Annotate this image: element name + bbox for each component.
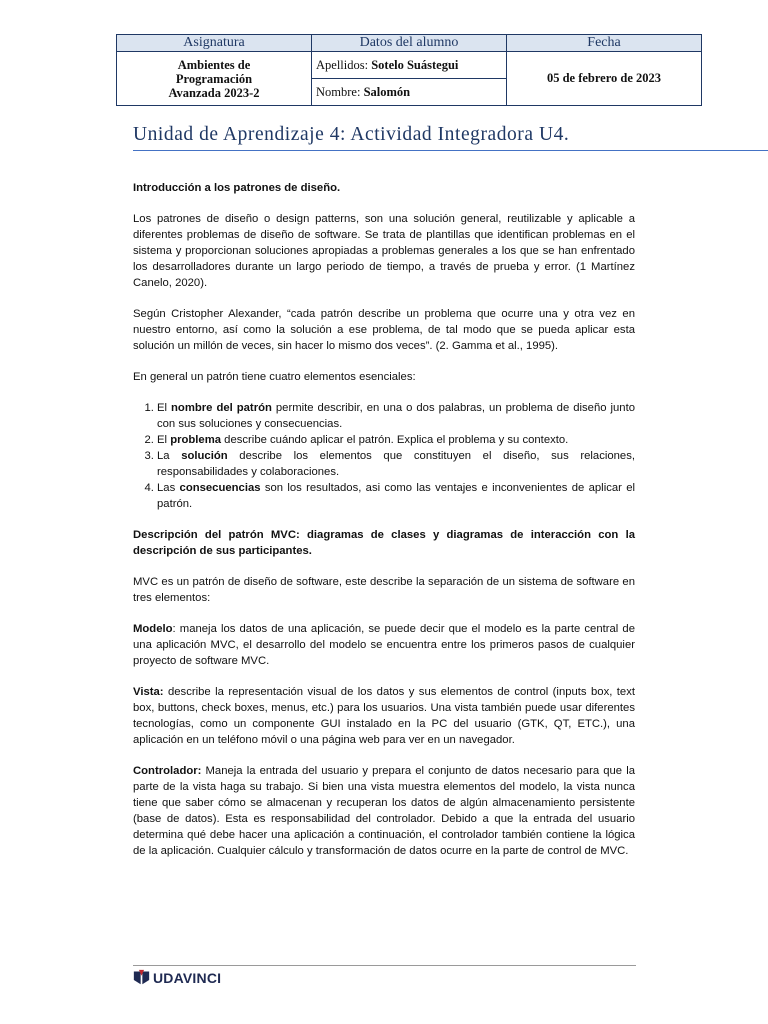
list-item: 1. El nombre del patrón permite describir, en una o dos palabras, un problema de diseño junto con sus soluciones y consecuencias. bbox=[157, 400, 635, 432]
list-item: 2. El problema describe cuándo aplicar el patrón. Explica el problema y su contexto. bbox=[157, 432, 635, 448]
surname-label: Apellidos: bbox=[316, 57, 369, 72]
vista-label: Vista: bbox=[133, 686, 164, 698]
udavinci-logo bbox=[133, 969, 221, 986]
udavinci-shield-icon bbox=[133, 969, 150, 986]
name-value: Salomón bbox=[363, 84, 411, 99]
surname-cell bbox=[312, 52, 507, 79]
mvc-paragraph: MVC es un patrón de diseño de software, este describe la separación de un sistema de software en tres elementos: bbox=[133, 576, 635, 604]
subject-line: Ambientes de bbox=[177, 57, 251, 72]
footer-divider bbox=[133, 965, 636, 966]
logo-text: UDAVINCI bbox=[153, 969, 222, 986]
modelo-paragraph: Modelo: maneja los datos de una aplicación, se puede decir que el modelo es la parte central de una aplicación MVC, el desarrollo del modelo se encuentra entre los primeros pasos de cualquier proyecto de software MVC. bbox=[133, 623, 635, 667]
list-item: 4. Las consecuencias son los resultados, asi como las ventajes e inconvenientes de aplicar el patrón. bbox=[157, 480, 635, 512]
controlador-paragraph: Controlador: Maneja la entrada del usuario y prepara el conjunto de datos necesario para que la parte de la vista haga su trabajo. Si bien una vista muestra elementos del modelo, la vista nunca tiene que saber cómo se almacenan y recuperan los datos de algún almacenamiento persistente (base de datos). Esta es responsabilidad del controlador. Debido a que la entrada del usuario determina qué debe hacer una aplicación a continuación, el controlador también contiene la lógica de la aplicación. Cualquier cálculo y transformación de datos ocurre en la parte de control de MVC. bbox=[133, 765, 635, 857]
title-underline bbox=[133, 150, 768, 151]
list-item: 3. La solución describe los elementos que constituyen el diseño, sus relaciones, responsabilidades y colaboraciones. bbox=[157, 448, 635, 480]
surname-value: Sotelo Suástegui bbox=[371, 57, 459, 72]
unit-title: Unidad de Aprendizaje 4: Actividad Integradora U4. bbox=[133, 124, 570, 145]
elements-list bbox=[133, 400, 635, 512]
subject-line: Avanzada 2023-2 bbox=[168, 85, 260, 100]
vista-paragraph: Vista: describe la representación visual de los datos y sus elementos de control (inputs box, text box, buttons, check boxes, menus, etc.) para los usuarios. Una vista también puede usar diferentes tecnologías, como un componente GUI instalado en la PC del usuario (GTK, QT, ETC.), una aplicación en un teléfono móvil o una página web para ver en un navegador. bbox=[133, 686, 635, 746]
controlador-label: Controlador: bbox=[133, 765, 202, 777]
intro-paragraph-1: Los patrones de diseño o design patterns, son una solución general, reutilizable y aplicable a diferentes problemas de diseño de software. Se trata de plantillas que identifican problemas en el sistema y proporcionan soluciones apropiadas a problemas generales a los que se han enfrentado los desarrolladores durante un largo periodo de tiempo, a través de prueba y error. (1 Martínez Canelo, 2020). bbox=[133, 213, 635, 289]
mvc-heading: Descripción del patrón MVC: diagramas de clases y diagramas de interacción con la descripción de sus participantes. bbox=[133, 529, 635, 557]
subject-line: Programación bbox=[175, 71, 253, 86]
intro-heading: Introducción a los patrones de diseño. bbox=[133, 182, 341, 194]
document-body bbox=[133, 180, 635, 874]
name-cell bbox=[312, 79, 507, 106]
date-cell: 05 de febrero de 2023 bbox=[507, 52, 702, 106]
header-col-student: Datos del alumno bbox=[312, 35, 507, 52]
name-label: Nombre: bbox=[316, 84, 361, 99]
header-col-date: Fecha bbox=[507, 35, 702, 52]
modelo-label: Modelo bbox=[133, 623, 173, 635]
header-col-subject: Asignatura bbox=[117, 35, 312, 52]
intro-paragraph-3: En general un patrón tiene cuatro elementos esenciales: bbox=[133, 371, 416, 383]
subject-cell bbox=[117, 52, 312, 106]
intro-paragraph-2: Según Cristopher Alexander, “cada patrón describe un problema que ocurre una y otra vez en nuestro entorno, así como la solución a ese problema, de tal modo que se pueda aplicar esta solución un millón de veces, sin hacer lo mismo dos veces”. (2. Gamma et al., 1995). bbox=[133, 308, 635, 352]
header-table bbox=[116, 34, 702, 106]
